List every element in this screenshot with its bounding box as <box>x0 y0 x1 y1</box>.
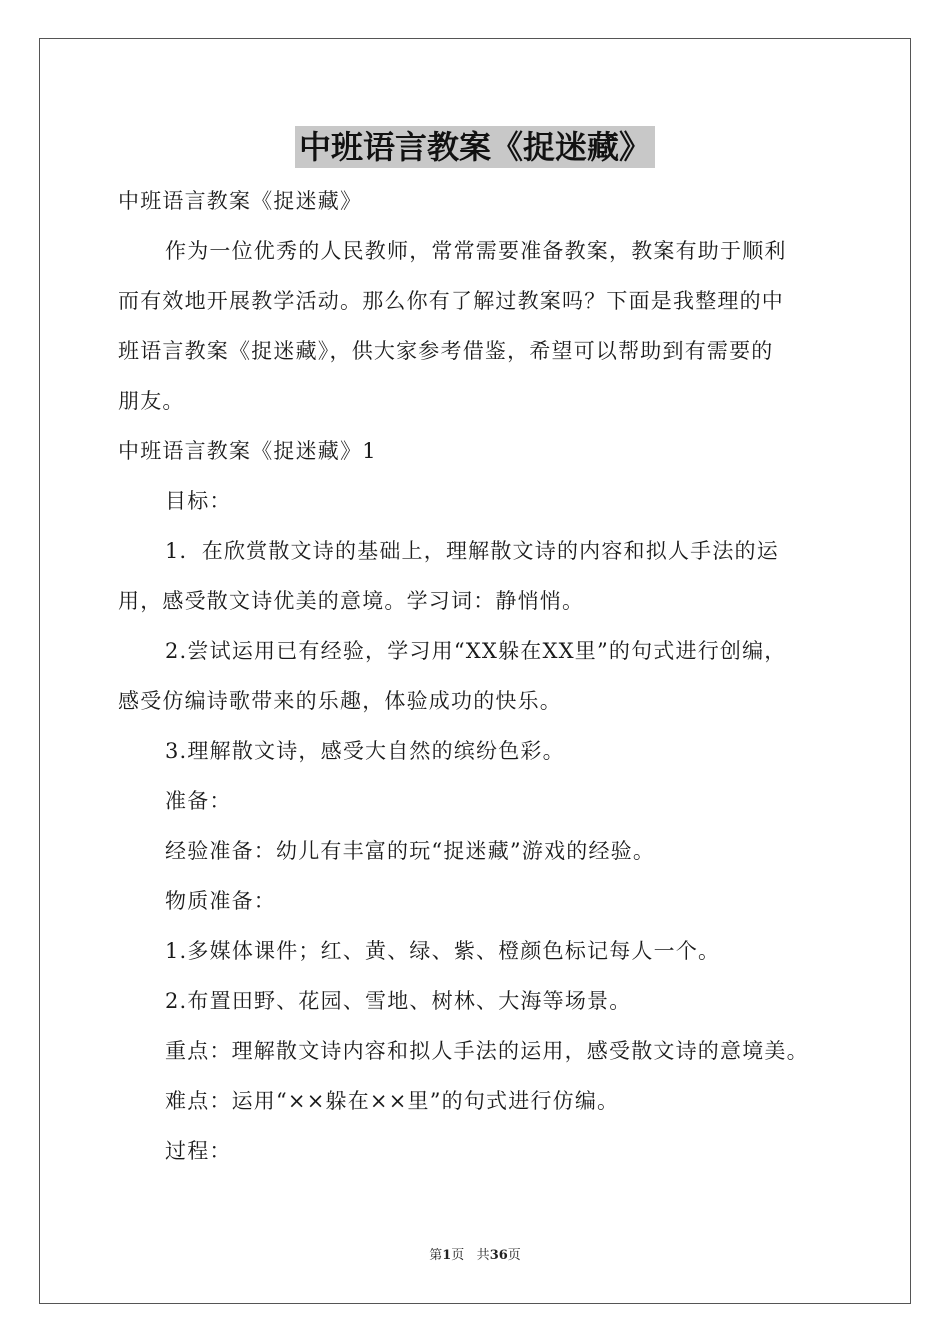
document-body <box>118 176 838 1176</box>
text-line: 过程： <box>165 1139 232 1163</box>
document-title: 中班语言教案《捉迷藏》 <box>295 126 655 168</box>
text-line: 物质准备： <box>165 889 276 913</box>
text-line: 目标： <box>165 489 232 513</box>
text-line: 经验准备：幼儿有丰富的玩“捉迷藏”游戏的经验。 <box>165 839 656 863</box>
page-unit: 页 <box>451 1248 465 1263</box>
text-line: 1.多媒体课件；红、黄、绿、紫、橙颜色标记每人一个。 <box>165 939 721 963</box>
text-line: 中班语言教案《捉迷藏》 <box>118 189 363 213</box>
text-line: 3.理解散文诗，感受大自然的缤纷色彩。 <box>165 739 565 763</box>
total-prefix: 共 <box>476 1248 490 1263</box>
text-line: 班语言教案《捉迷藏》，供大家参考借鉴，希望可以帮助到有需要的 <box>118 339 774 363</box>
text-line: 作为一位优秀的人民教师，常常需要准备教案，教案有助于顺利 <box>165 239 787 263</box>
page-footer <box>0 1246 950 1266</box>
title-container <box>0 126 950 168</box>
text-line: 朋友。 <box>118 389 185 413</box>
text-line: 准备： <box>165 789 232 813</box>
text-line: 1．在欣赏散文诗的基础上，理解散文诗的内容和拟人手法的运 <box>165 539 779 563</box>
page-total: 36 <box>489 1248 508 1263</box>
total-unit: 页 <box>507 1248 521 1263</box>
text-line: 重点：理解散文诗内容和拟人手法的运用，感受散文诗的意境美。 <box>165 1039 809 1063</box>
text-line: 而有效地开展教学活动。那么你有了解过教案吗？下面是我整理的中 <box>118 289 784 313</box>
text-line: 感受仿编诗歌带来的乐趣，体验成功的快乐。 <box>118 689 562 713</box>
text-line: 2.尝试运用已有经验，学习用“XX躲在XX里”的句式进行创编， <box>165 639 787 663</box>
text-line: 难点：运用“××躲在××里”的句式进行仿编。 <box>165 1089 620 1113</box>
page-current: 1 <box>442 1248 452 1263</box>
page-prefix: 第 <box>429 1248 443 1263</box>
text-line: 2.布置田野、花园、雪地、树林、大海等场景。 <box>165 989 632 1013</box>
text-line: 用，感受散文诗优美的意境。学习词：静悄悄。 <box>118 589 585 613</box>
text-line: 中班语言教案《捉迷藏》1 <box>118 439 377 463</box>
